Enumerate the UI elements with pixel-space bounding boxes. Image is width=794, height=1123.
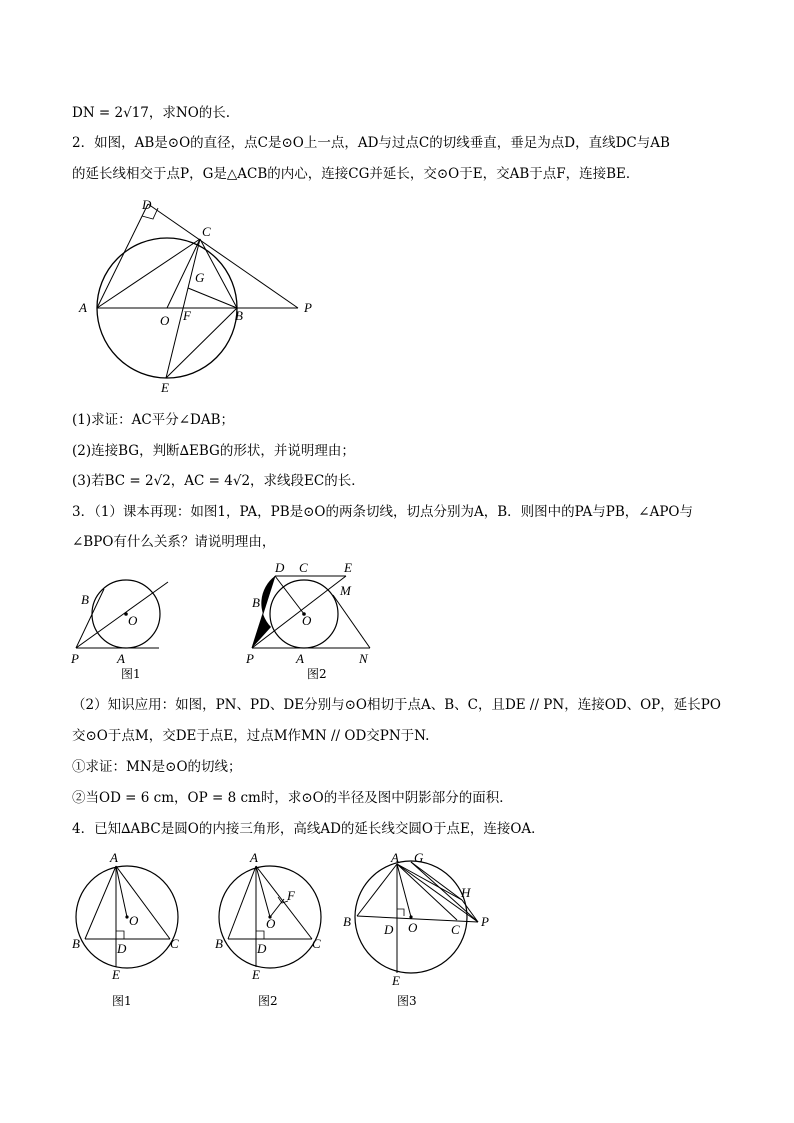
text-line-4: (1)求证：AC平分∠DAB； xyxy=(72,412,235,428)
label-F: F xyxy=(183,308,191,323)
text-line-6: (3)若BC = 2√2，AC = 4√2，求线段EC的长． xyxy=(72,473,365,489)
label-O: O xyxy=(160,313,170,328)
label-C: C xyxy=(202,224,211,239)
q4f3-label-P: P xyxy=(481,914,489,929)
label-G: G xyxy=(195,270,205,285)
text-line-11: ①求证：MN是⊙O的切线； xyxy=(72,759,242,775)
fig1-label-P: P xyxy=(71,651,79,666)
q4f2-label-O: O xyxy=(266,916,276,931)
text-line-5: (2)连接BG，判断∆EBG的形状，并说明理由； xyxy=(72,443,355,459)
q4f3-label-C: C xyxy=(451,922,460,937)
q4-fig3-caption: 图3 xyxy=(397,994,417,1008)
label-D: D xyxy=(142,197,152,212)
fig2-label-D: D xyxy=(275,560,285,575)
text-line-7: 3．（1）课本再现：如图1，PA，PB是⊙O的两条切线，切点分别为A，B．则图中的PA与PB，∠APO与 xyxy=(72,504,693,520)
fig2-label-N: N xyxy=(359,651,368,666)
q4f3-label-E: E xyxy=(392,973,400,988)
text-line-1: DN = 2√17，求NO的长. xyxy=(72,105,231,121)
label-P: P xyxy=(304,300,312,315)
q4f2-label-E: E xyxy=(252,967,260,982)
q4f3-label-D: D xyxy=(384,922,394,937)
fig1-label-A: A xyxy=(117,651,125,666)
fig2-label-P: P xyxy=(246,651,254,666)
label-A: A xyxy=(79,300,87,315)
fig2-label-M: M xyxy=(340,583,351,598)
q4f3-label-G: G xyxy=(414,850,424,865)
fig2-label-B: B xyxy=(252,595,260,610)
q4f2-label-B: B xyxy=(215,936,223,951)
figure-q2 xyxy=(72,192,332,402)
q4f2-label-F: F xyxy=(287,888,295,903)
fig2-label-C: C xyxy=(299,560,308,575)
text-line-9: （2）知识应用：如图，PN、PD、DE分别与⊙O相切于点A、B、C，且DE // PN，连接OD、OP，延长PO xyxy=(72,697,721,713)
q4f3-label-H: H xyxy=(461,885,471,900)
q4f1-label-O: O xyxy=(129,913,139,928)
text-line-2: 2．如图，AB是⊙O的直径，点C是⊙O上一点，AD与过点C的切线垂直，垂足为点D，直线DC与AB xyxy=(72,135,670,151)
label-B: B xyxy=(235,308,243,323)
q4f1-label-C: C xyxy=(170,936,179,951)
q4f1-label-A: A xyxy=(110,850,118,865)
q3-fig2-caption: 图2 xyxy=(307,667,327,681)
text-line-12: ②当OD = 6 cm，OP = 8 cm时，求⊙O的半径及图中阴影部分的面积． xyxy=(72,790,513,806)
figure-q4 xyxy=(66,850,506,1010)
q4f1-label-E: E xyxy=(112,967,120,982)
text-line-13: 4．已知∆ABC是圆O的内接三角形，高线AD的延长线交圆O于点E，连接OA． xyxy=(72,821,545,837)
q4f2-label-C: C xyxy=(312,936,321,951)
fig1-label-O: O xyxy=(128,613,138,628)
q4f3-label-O: O xyxy=(408,920,418,935)
fig2-label-O: O xyxy=(302,613,312,628)
figure-q3 xyxy=(64,555,384,685)
q4-fig2-caption: 图2 xyxy=(258,994,278,1008)
label-E: E xyxy=(161,380,169,395)
text-line-10: 交⊙O于点M，交DE于点E，过点M作MN // OD交PN于N. xyxy=(72,728,430,744)
text-line-3: 的延长线相交于点P，G是△ACB的内心，连接CG并延长，交⊙O于E，交AB于点F，连接BE． xyxy=(72,166,640,182)
q4f1-label-D: D xyxy=(117,941,127,956)
q4f1-label-B: B xyxy=(72,936,80,951)
q4f3-label-A: A xyxy=(391,850,399,865)
q4f2-label-D: D xyxy=(257,941,267,956)
fig2-label-E: E xyxy=(344,560,352,575)
q3-fig1-caption: 图1 xyxy=(121,667,141,681)
q4f2-label-A: A xyxy=(250,850,258,865)
q4-fig1-caption: 图1 xyxy=(112,994,132,1008)
q4f3-label-B: B xyxy=(343,914,351,929)
fig2-label-A: A xyxy=(296,651,304,666)
text-line-8: ∠BPO有什么关系？请说明理由， xyxy=(72,534,276,550)
fig1-label-B: B xyxy=(81,592,89,607)
